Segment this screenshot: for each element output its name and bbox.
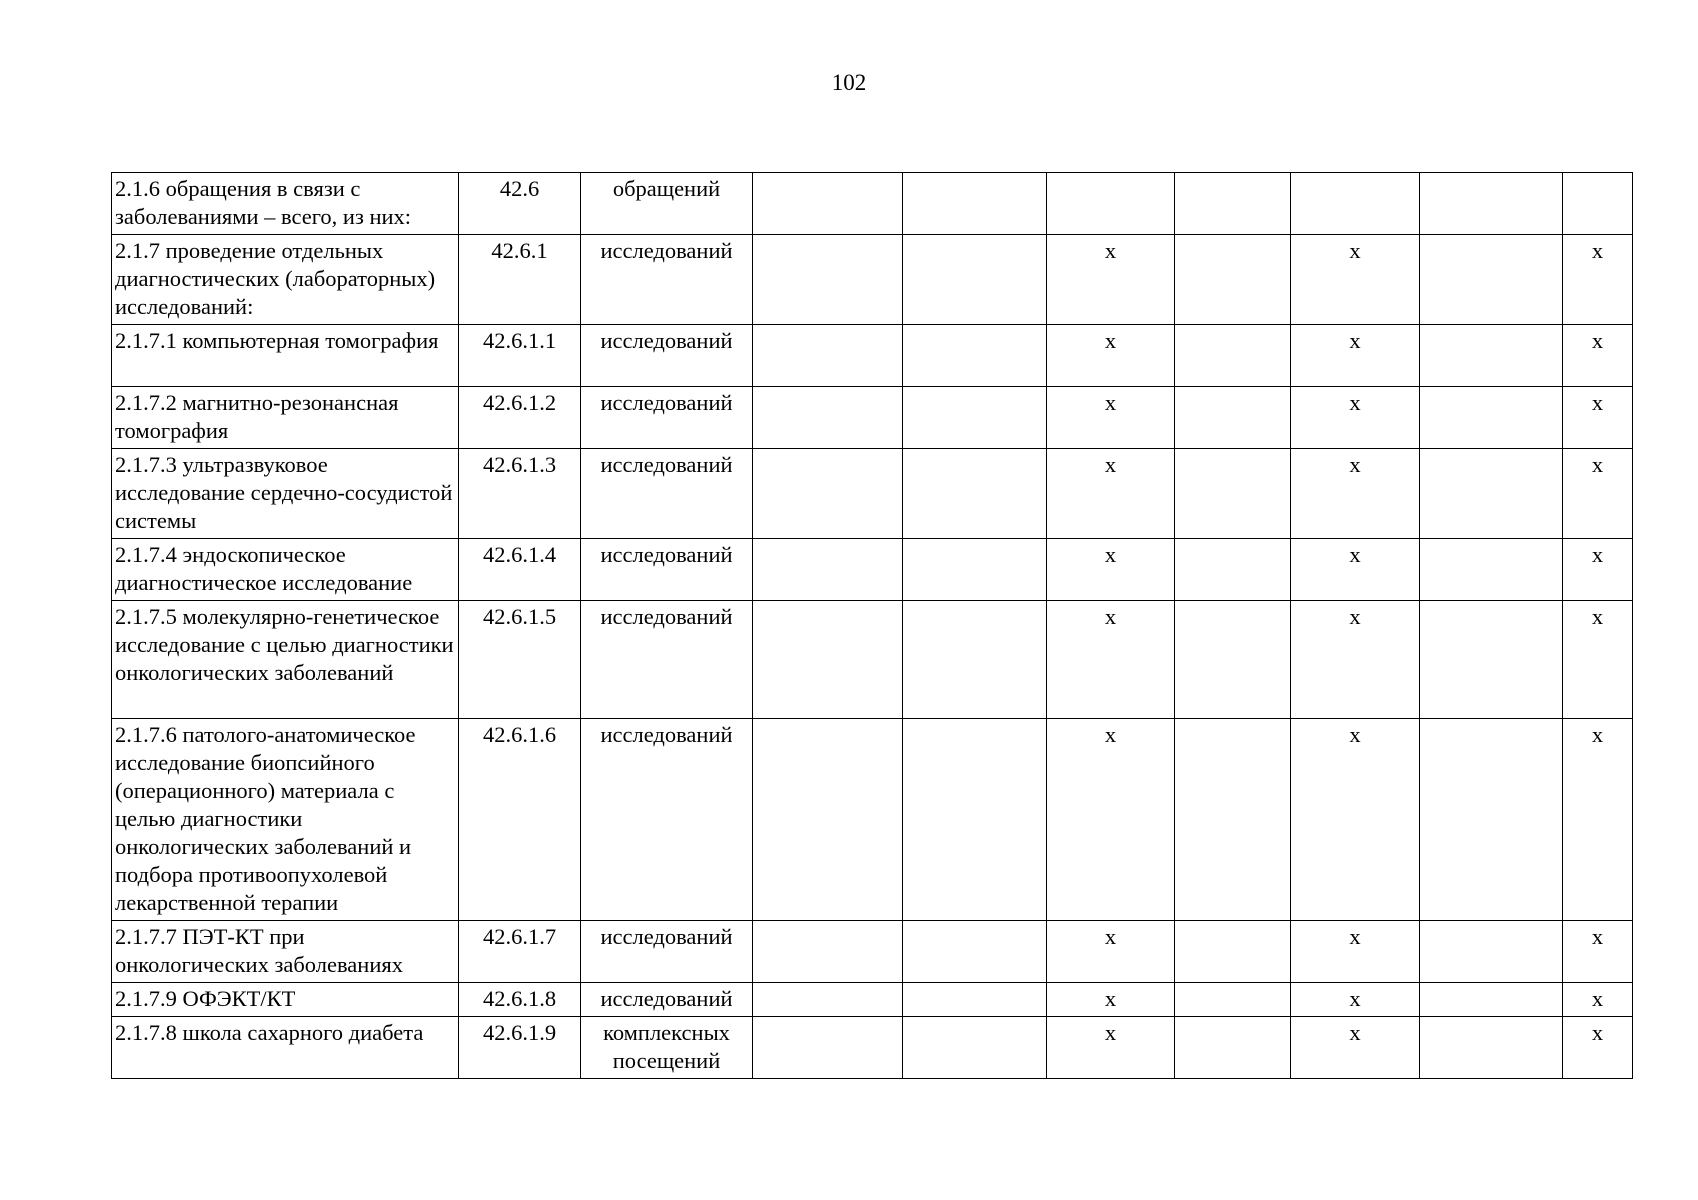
row-unit-cell: комплексных посещений: [581, 1017, 753, 1079]
row-code-cell: 42.6.1.8: [459, 983, 581, 1017]
value-cell: х: [1047, 601, 1175, 719]
table-row: [112, 719, 1633, 921]
table-row: [112, 983, 1633, 1017]
row-name-cell: 2.1.7.5 молекулярно-генетическое исследование с целью диагностики онкологических заболеваний: [112, 601, 459, 719]
value-cell: х: [1563, 235, 1633, 325]
row-name-cell: 2.1.7.1 компьютерная томография: [112, 325, 459, 387]
table-row: [112, 387, 1633, 449]
row-unit-cell: исследований: [581, 601, 753, 719]
value-cell: [1175, 601, 1291, 719]
value-cell: х: [1291, 325, 1420, 387]
value-cell: [903, 601, 1047, 719]
value-cell: [753, 983, 903, 1017]
value-cell: [1420, 601, 1563, 719]
value-cell: х: [1563, 449, 1633, 539]
value-cell: х: [1291, 921, 1420, 983]
value-cell: х: [1563, 921, 1633, 983]
row-code-cell: 42.6.1.2: [459, 387, 581, 449]
row-unit-cell: обращений: [581, 173, 753, 235]
value-cell: х: [1291, 539, 1420, 601]
value-cell: [903, 1017, 1047, 1079]
value-cell: [753, 921, 903, 983]
row-code-cell: 42.6.1.6: [459, 719, 581, 921]
value-cell: х: [1563, 325, 1633, 387]
table-row: [112, 921, 1633, 983]
row-name-cell: 2.1.7.3 ультразвуковое исследование сердечно-сосудистой системы: [112, 449, 459, 539]
value-cell: х: [1291, 387, 1420, 449]
value-cell: [1563, 173, 1633, 235]
value-cell: х: [1047, 921, 1175, 983]
value-cell: [1420, 539, 1563, 601]
value-cell: [1175, 449, 1291, 539]
value-cell: [903, 449, 1047, 539]
value-cell: [1420, 921, 1563, 983]
value-cell: [903, 325, 1047, 387]
value-cell: [1420, 719, 1563, 921]
value-cell: х: [1563, 983, 1633, 1017]
row-name-cell: 2.1.7.8 школа сахарного диабета: [112, 1017, 459, 1079]
row-name-cell: 2.1.7.4 эндоскопическое диагностическое исследование: [112, 539, 459, 601]
row-unit-cell: исследований: [581, 719, 753, 921]
value-cell: х: [1047, 235, 1175, 325]
value-cell: х: [1563, 539, 1633, 601]
value-cell: х: [1047, 325, 1175, 387]
row-code-cell: 42.6.1.1: [459, 325, 581, 387]
value-cell: [1175, 325, 1291, 387]
value-cell: х: [1563, 1017, 1633, 1079]
value-cell: х: [1291, 601, 1420, 719]
value-cell: [903, 719, 1047, 921]
value-cell: [1175, 719, 1291, 921]
row-code-cell: 42.6.1.3: [459, 449, 581, 539]
value-cell: х: [1047, 539, 1175, 601]
value-cell: [903, 539, 1047, 601]
row-name-cell: 2.1.7.6 патолого-анатомическое исследование биопсийного (операционного) материала с целью диагностики онкологических заболеваний и подбора противоопухолевой лекарственной терапии: [112, 719, 459, 921]
value-cell: [753, 173, 903, 235]
value-cell: [1291, 173, 1420, 235]
row-unit-cell: исследований: [581, 235, 753, 325]
value-cell: х: [1047, 983, 1175, 1017]
value-cell: [753, 601, 903, 719]
value-cell: [753, 539, 903, 601]
value-cell: х: [1047, 1017, 1175, 1079]
data-table: [111, 172, 1633, 1079]
value-cell: х: [1291, 449, 1420, 539]
row-name-cell: 2.1.6 обращения в связи с заболеваниями – всего, из них:: [112, 173, 459, 235]
row-unit-cell: исследований: [581, 387, 753, 449]
table-row: [112, 235, 1633, 325]
row-code-cell: 42.6.1.9: [459, 1017, 581, 1079]
value-cell: [1175, 983, 1291, 1017]
row-name-cell: 2.1.7.7 ПЭТ-КТ при онкологических заболеваниях: [112, 921, 459, 983]
table-row: [112, 601, 1633, 719]
value-cell: [1175, 921, 1291, 983]
value-cell: [1420, 235, 1563, 325]
value-cell: [1420, 1017, 1563, 1079]
value-cell: [753, 449, 903, 539]
value-cell: [1420, 173, 1563, 235]
value-cell: [1420, 325, 1563, 387]
table-row: [112, 1017, 1633, 1079]
row-unit-cell: исследований: [581, 449, 753, 539]
value-cell: [753, 719, 903, 921]
value-cell: [753, 1017, 903, 1079]
value-cell: [1420, 449, 1563, 539]
value-cell: х: [1291, 983, 1420, 1017]
row-code-cell: 42.6.1.5: [459, 601, 581, 719]
row-code-cell: 42.6.1.4: [459, 539, 581, 601]
row-code-cell: 42.6: [459, 173, 581, 235]
value-cell: [1420, 983, 1563, 1017]
value-cell: х: [1291, 1017, 1420, 1079]
value-cell: [1175, 235, 1291, 325]
value-cell: [903, 235, 1047, 325]
value-cell: х: [1563, 387, 1633, 449]
row-unit-cell: исследований: [581, 539, 753, 601]
table-row: [112, 449, 1633, 539]
value-cell: [903, 983, 1047, 1017]
value-cell: [1047, 173, 1175, 235]
table-row: [112, 325, 1633, 387]
row-name-cell: 2.1.7.9 ОФЭКТ/КТ: [112, 983, 459, 1017]
value-cell: х: [1047, 449, 1175, 539]
row-unit-cell: исследований: [581, 921, 753, 983]
value-cell: х: [1291, 719, 1420, 921]
page-number: 102: [831, 70, 867, 95]
row-unit-cell: исследований: [581, 983, 753, 1017]
row-name-cell: 2.1.7 проведение отдельных диагностических (лабораторных) исследований:: [112, 235, 459, 325]
value-cell: [753, 235, 903, 325]
value-cell: [903, 173, 1047, 235]
value-cell: [1420, 387, 1563, 449]
value-cell: [753, 387, 903, 449]
value-cell: [1175, 387, 1291, 449]
row-unit-cell: исследований: [581, 325, 753, 387]
value-cell: [753, 325, 903, 387]
value-cell: [903, 921, 1047, 983]
row-code-cell: 42.6.1.7: [459, 921, 581, 983]
table-row: [112, 539, 1633, 601]
value-cell: х: [1047, 719, 1175, 921]
table-row: [112, 173, 1633, 235]
value-cell: х: [1047, 387, 1175, 449]
value-cell: х: [1291, 235, 1420, 325]
value-cell: [1175, 173, 1291, 235]
value-cell: х: [1563, 719, 1633, 921]
value-cell: х: [1563, 601, 1633, 719]
value-cell: [1175, 539, 1291, 601]
row-name-cell: 2.1.7.2 магнитно-резонансная томография: [112, 387, 459, 449]
row-code-cell: 42.6.1: [459, 235, 581, 325]
value-cell: [1175, 1017, 1291, 1079]
value-cell: [903, 387, 1047, 449]
